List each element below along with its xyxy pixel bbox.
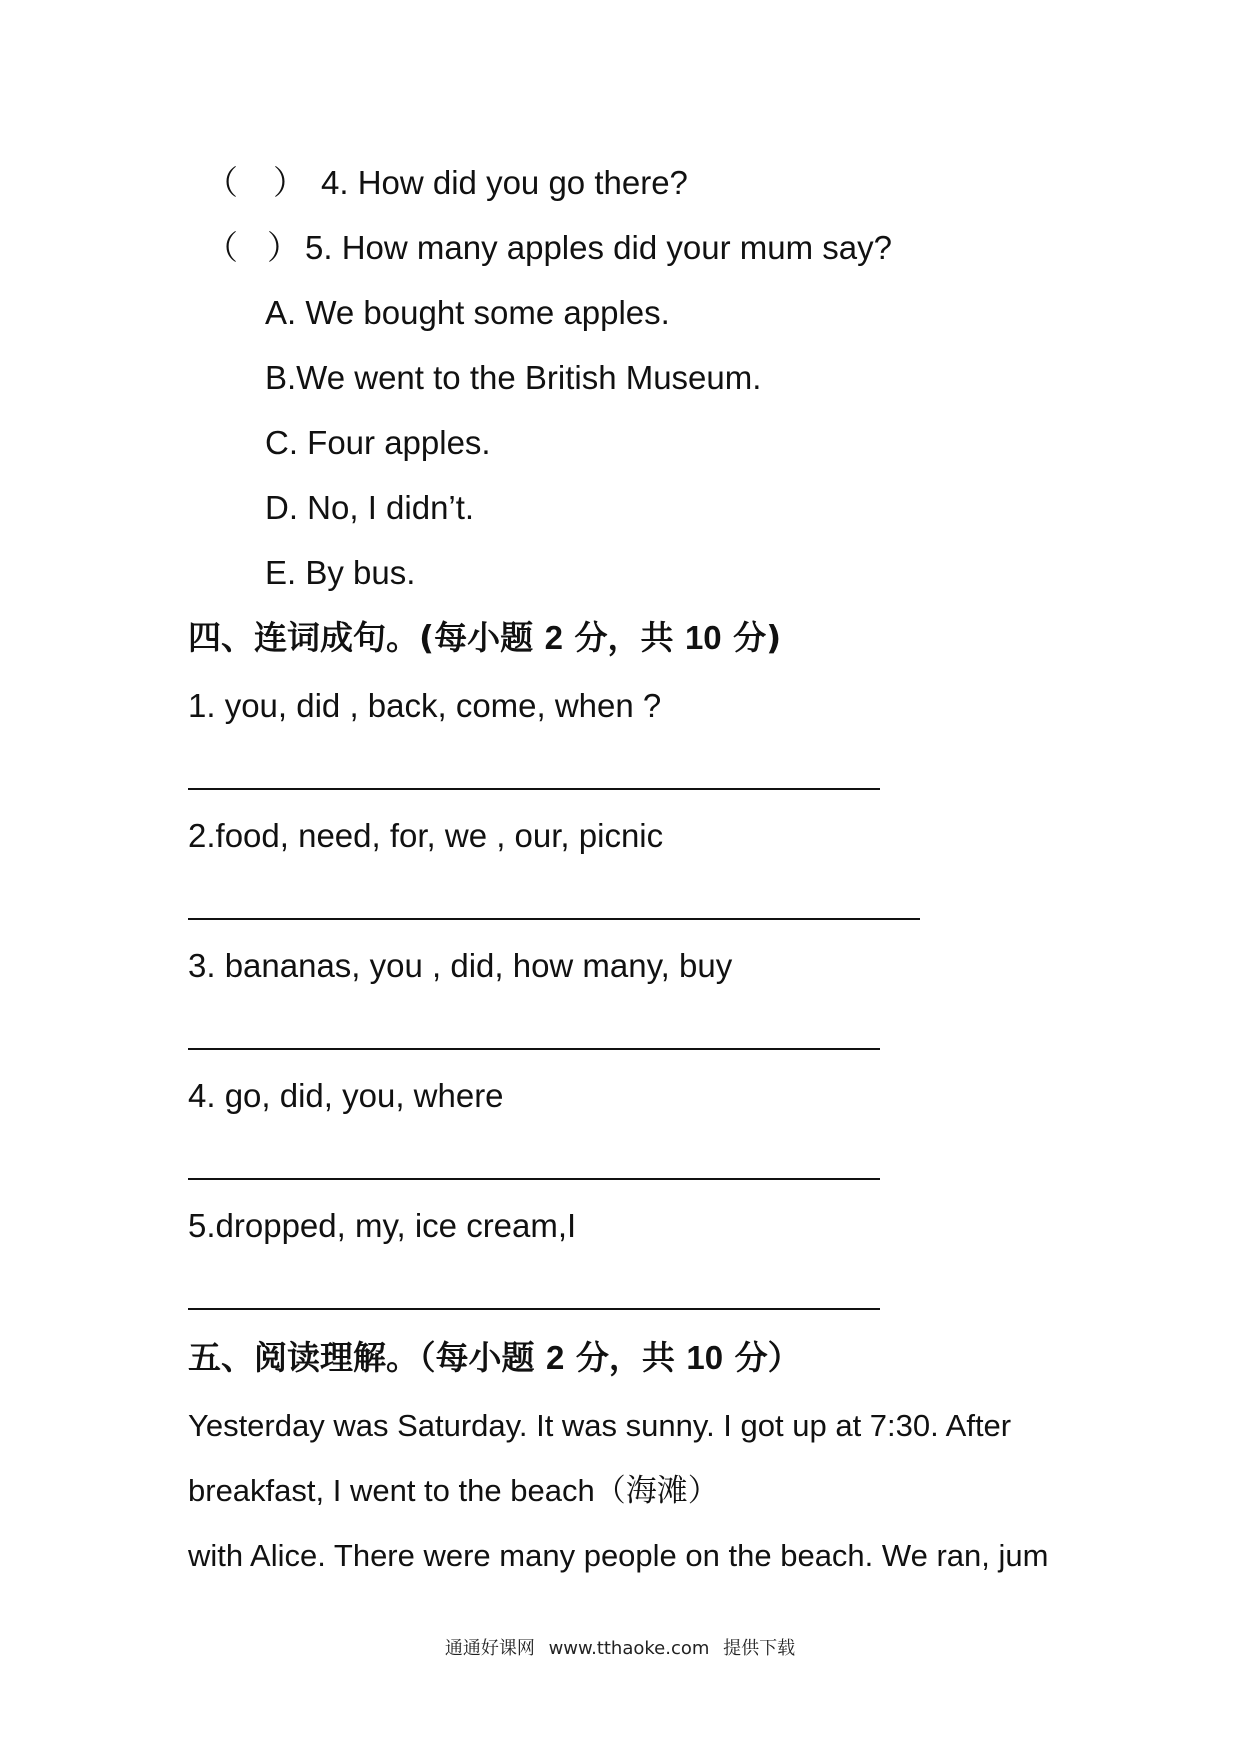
sentence-item-4: 4. go, did, you, where — [188, 1077, 504, 1114]
section-5-heading: 五、阅读理解。（每小题 2 分，共 10 分） — [188, 1338, 801, 1377]
sentence-item-3: 3. bananas, you , did, how many, buy — [188, 947, 733, 984]
answer-blank-open: （ — [205, 163, 238, 202]
option-a: A. We bought some apples. — [265, 294, 670, 331]
answer-line — [188, 1308, 880, 1310]
answer-line — [188, 1178, 880, 1180]
sentence-item-1: 1. you, did , back, come, when ? — [188, 687, 662, 724]
page-footer — [0, 1634, 1240, 1660]
answer-blank-open: （ — [205, 228, 238, 267]
section-4-heading: 四、连词成句。(每小题 2 分，共 10 分) — [188, 618, 782, 657]
answer-blank-close: ） — [267, 228, 300, 267]
question-text: 4. How did you go there? — [321, 164, 688, 201]
passage-line-2: breakfast, I went to the beach（海滩） — [188, 1473, 719, 1508]
answer-line — [188, 788, 880, 790]
answer-blank-close: ） — [273, 163, 306, 202]
question-text: 5. How many apples did your mum say? — [305, 229, 892, 266]
footer-url: www.tthaoke.com — [548, 1638, 710, 1659]
footer-suffix: 提供下载 — [723, 1638, 796, 1659]
passage-line-3: with Alice. There were many people on the beach. We ran, jum — [188, 1538, 1049, 1573]
option-b: B.We went to the British Museum. — [265, 359, 762, 396]
answer-line — [188, 1048, 880, 1050]
passage-line-1: Yesterday was Saturday. It was sunny. I got up at 7:30. After — [188, 1408, 1012, 1443]
answer-line — [188, 918, 920, 920]
option-e: E. By bus. — [265, 554, 416, 591]
option-c: C. Four apples. — [265, 424, 491, 461]
sentence-item-5: 5.dropped, my, ice cream,I — [188, 1207, 577, 1244]
sentence-item-2: 2.food, need, for, we , our, picnic — [188, 817, 664, 854]
option-d: D. No, I didn’t. — [265, 489, 475, 526]
footer-site-name: 通通好课网 — [444, 1638, 535, 1659]
